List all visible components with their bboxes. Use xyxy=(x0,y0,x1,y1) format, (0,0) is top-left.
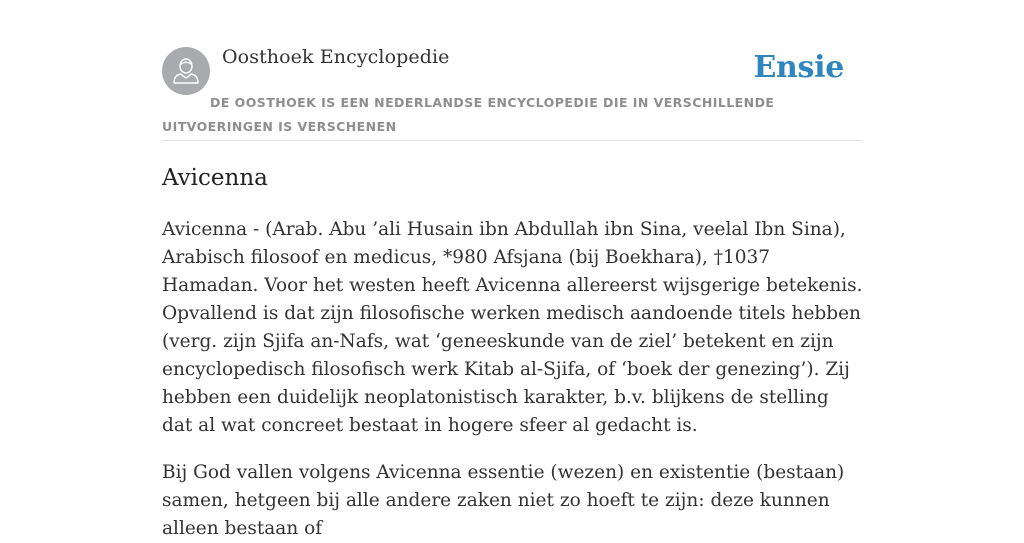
article-paragraph: Avicenna - (Arab. Abu ’ali Husain ibn Abdullah ibn Sina, veelal Ibn Sina), Arabisch filosoof en medicus, *980 Afsjana (bij Boekhara), †1037 Hamadan. Voor het westen heeft Avicenna allereerst wijsgerige betekenis. Opvallend is dat zijn filosofische werken medisch aandoende titels hebben (verg. zijn Sjifa an-Nafs, wat ‘geneeskunde van de ziel’ betekent en zijn encyclopedisch filosofisch werk Kitab al-Sjifa, of ‘boek der genezing’). Zij hebben een duidelijk neoplatonistisch karakter, b.v. blijkens de stelling dat al wat concreet bestaat in hogere sfeer al gedacht is. xyxy=(162,219,863,436)
article-paragraph: Bij God vallen volgens Avicenna essentie (wezen) en existentie (bestaan) samen, hetgeen bij alle andere zaken niet zo hoeft te zijn: deze kunnen alleen bestaan of xyxy=(162,462,845,539)
article-title: Avicenna xyxy=(162,165,268,191)
site-name-link[interactable]: Oosthoek Encyclopedie xyxy=(222,46,450,68)
article xyxy=(162,160,864,543)
site-header xyxy=(162,46,862,141)
user-silhouette-icon[interactable] xyxy=(162,47,210,95)
brand-logo-link[interactable]: Ensie xyxy=(753,50,844,85)
site-tagline: DE OOSTHOEK IS EEN NEDERLANDSE ENCYCLOPEDIE DIE IN VERSCHILLENDE UITVOERINGEN IS VERSCHENEN xyxy=(162,95,775,134)
